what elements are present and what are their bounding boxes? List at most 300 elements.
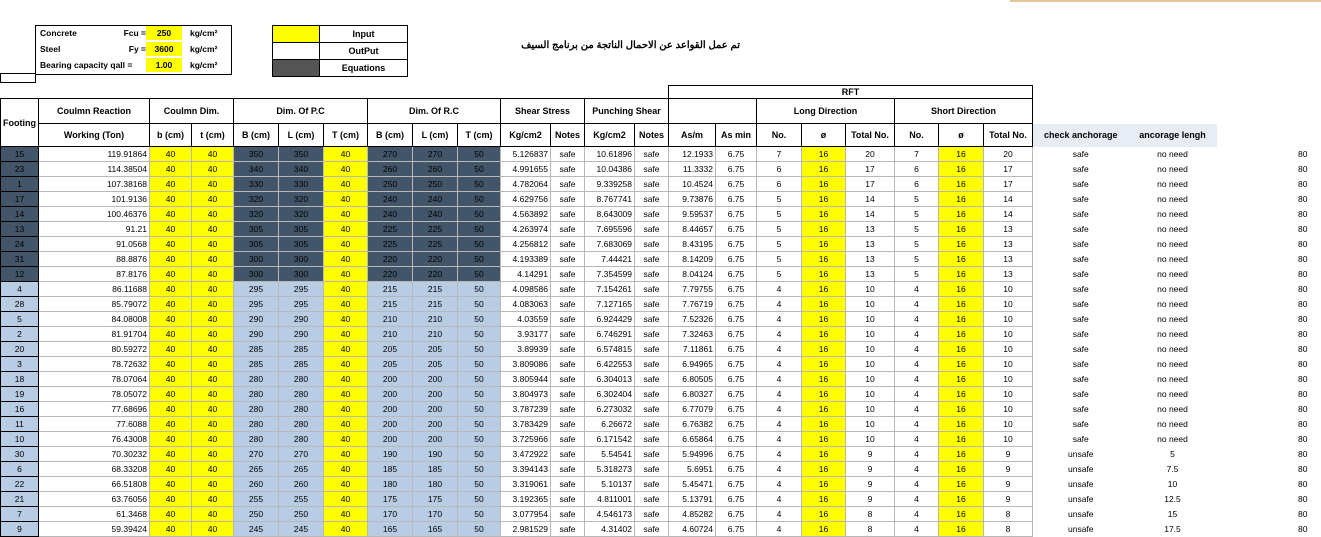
short-total-cell[interactable]: 9: [984, 447, 1033, 462]
rc-l-cell[interactable]: 215: [413, 297, 458, 312]
as-min-cell[interactable]: 6.75: [716, 312, 757, 327]
shear-stress-cell[interactable]: 4.083063: [501, 297, 551, 312]
shear-stress-cell[interactable]: 3.472922: [501, 447, 551, 462]
short-no-cell[interactable]: 4: [895, 507, 939, 522]
as-m-cell[interactable]: 7.76719: [669, 297, 716, 312]
pc-b-cell[interactable]: 300: [234, 267, 279, 282]
rc-l-cell[interactable]: 170: [413, 507, 458, 522]
short-total-cell[interactable]: 10: [984, 402, 1033, 417]
col-b-cell[interactable]: 40: [150, 417, 192, 432]
rc-b-cell[interactable]: 225: [368, 222, 413, 237]
check-anchorage-cell[interactable]: safe: [1072, 344, 1089, 354]
as-m-cell[interactable]: 8.04124: [669, 267, 716, 282]
long-phi-cell[interactable]: 16: [802, 357, 846, 372]
short-total-cell[interactable]: 14: [984, 192, 1033, 207]
working-load-cell[interactable]: 76.43008: [39, 432, 150, 447]
check-anchorage-cell[interactable]: safe: [1072, 299, 1089, 309]
anchorage-length-cell[interactable]: no need: [1157, 284, 1188, 294]
col-t-cell[interactable]: 40: [192, 402, 234, 417]
rc-l-cell[interactable]: 200: [413, 387, 458, 402]
rc-b-cell[interactable]: 175: [368, 492, 413, 507]
pc-l-cell[interactable]: 265: [279, 462, 324, 477]
short-phi-cell[interactable]: 16: [939, 297, 984, 312]
punching-notes-cell[interactable]: safe: [635, 297, 669, 312]
shear-stress-cell[interactable]: 4.563892: [501, 207, 551, 222]
short-phi-cell[interactable]: 16: [939, 447, 984, 462]
extra-value-cell[interactable]: 80: [1298, 434, 1308, 444]
shear-stress-cell[interactable]: 3.192365: [501, 492, 551, 507]
rc-b-cell[interactable]: 260: [368, 162, 413, 177]
footing-id-cell[interactable]: 22: [1, 477, 39, 492]
punching-notes-cell[interactable]: safe: [635, 522, 669, 537]
punching-stress-cell[interactable]: 6.574815: [585, 342, 635, 357]
as-m-cell[interactable]: 7.79755: [669, 282, 716, 297]
col-b-cell[interactable]: 40: [150, 432, 192, 447]
pc-t-cell[interactable]: 40: [324, 327, 368, 342]
long-total-cell[interactable]: 10: [846, 387, 895, 402]
pc-t-cell[interactable]: 40: [324, 252, 368, 267]
shear-notes-cell[interactable]: safe: [551, 492, 585, 507]
extra-value-cell[interactable]: 80: [1298, 149, 1308, 159]
rc-l-cell[interactable]: 205: [413, 357, 458, 372]
punching-stress-cell[interactable]: 4.546173: [585, 507, 635, 522]
punching-stress-cell[interactable]: 9.339258: [585, 177, 635, 192]
short-total-cell[interactable]: 10: [984, 327, 1033, 342]
footing-id-cell[interactable]: 5: [1, 312, 39, 327]
rc-b-cell[interactable]: 210: [368, 327, 413, 342]
long-no-cell[interactable]: 5: [757, 252, 802, 267]
check-anchorage-cell[interactable]: safe: [1072, 329, 1089, 339]
short-no-cell[interactable]: 4: [895, 357, 939, 372]
col-b-cell[interactable]: 40: [150, 147, 192, 162]
rc-l-cell[interactable]: 180: [413, 477, 458, 492]
anchorage-length-cell[interactable]: no need: [1157, 314, 1188, 324]
short-no-cell[interactable]: 6: [895, 162, 939, 177]
long-no-cell[interactable]: 7: [757, 147, 802, 162]
col-b-cell[interactable]: 40: [150, 387, 192, 402]
check-anchorage-cell[interactable]: safe: [1072, 164, 1089, 174]
punching-stress-cell[interactable]: 8.643009: [585, 207, 635, 222]
col-b-cell[interactable]: 40: [150, 402, 192, 417]
long-phi-cell[interactable]: 16: [802, 432, 846, 447]
pc-t-cell[interactable]: 40: [324, 417, 368, 432]
short-no-cell[interactable]: 4: [895, 462, 939, 477]
pc-t-cell[interactable]: 40: [324, 432, 368, 447]
shear-stress-cell[interactable]: 3.787239: [501, 402, 551, 417]
as-m-cell[interactable]: 6.80327: [669, 387, 716, 402]
footing-id-cell[interactable]: 20: [1, 342, 39, 357]
pc-b-cell[interactable]: 280: [234, 402, 279, 417]
short-phi-cell[interactable]: 16: [939, 207, 984, 222]
long-phi-cell[interactable]: 16: [802, 342, 846, 357]
long-total-cell[interactable]: 20: [846, 147, 895, 162]
anchorage-length-cell[interactable]: no need: [1157, 149, 1188, 159]
short-phi-cell[interactable]: 16: [939, 432, 984, 447]
col-b-cell[interactable]: 40: [150, 447, 192, 462]
rc-b-cell[interactable]: 200: [368, 402, 413, 417]
long-phi-cell[interactable]: 16: [802, 237, 846, 252]
check-anchorage-cell[interactable]: safe: [1072, 239, 1089, 249]
shear-notes-cell[interactable]: safe: [551, 357, 585, 372]
extra-value-cell[interactable]: 80: [1298, 404, 1308, 414]
as-m-cell[interactable]: 5.13791: [669, 492, 716, 507]
punching-notes-cell[interactable]: safe: [635, 327, 669, 342]
long-total-cell[interactable]: 9: [846, 477, 895, 492]
shear-notes-cell[interactable]: safe: [551, 222, 585, 237]
extra-value-cell[interactable]: 80: [1298, 269, 1308, 279]
rc-b-cell[interactable]: 220: [368, 252, 413, 267]
pc-t-cell[interactable]: 40: [324, 447, 368, 462]
long-total-cell[interactable]: 13: [846, 252, 895, 267]
col-t-cell[interactable]: 40: [192, 267, 234, 282]
check-anchorage-cell[interactable]: safe: [1072, 194, 1089, 204]
pc-b-cell[interactable]: 265: [234, 462, 279, 477]
col-t-cell[interactable]: 40: [192, 342, 234, 357]
as-min-cell[interactable]: 6.75: [716, 402, 757, 417]
long-no-cell[interactable]: 5: [757, 192, 802, 207]
working-load-cell[interactable]: 80.59272: [39, 342, 150, 357]
rc-l-cell[interactable]: 260: [413, 162, 458, 177]
col-t-cell[interactable]: 40: [192, 327, 234, 342]
col-t-cell[interactable]: 40: [192, 297, 234, 312]
shear-stress-cell[interactable]: 3.89939: [501, 342, 551, 357]
extra-value-cell[interactable]: 80: [1298, 164, 1308, 174]
punching-stress-cell[interactable]: 7.354599: [585, 267, 635, 282]
extra-value-cell[interactable]: 80: [1298, 209, 1308, 219]
pc-l-cell[interactable]: 305: [279, 237, 324, 252]
punching-stress-cell[interactable]: 6.304013: [585, 372, 635, 387]
short-total-cell[interactable]: 13: [984, 237, 1033, 252]
extra-value-cell[interactable]: 80: [1298, 389, 1308, 399]
extra-value-cell[interactable]: 80: [1298, 419, 1308, 429]
shear-stress-cell[interactable]: 2.981529: [501, 522, 551, 537]
long-no-cell[interactable]: 4: [757, 447, 802, 462]
rc-b-cell[interactable]: 200: [368, 432, 413, 447]
long-total-cell[interactable]: 10: [846, 402, 895, 417]
working-load-cell[interactable]: 61.3468: [39, 507, 150, 522]
long-no-cell[interactable]: 4: [757, 417, 802, 432]
pc-b-cell[interactable]: 285: [234, 342, 279, 357]
rc-b-cell[interactable]: 200: [368, 417, 413, 432]
shear-stress-cell[interactable]: 4.14291: [501, 267, 551, 282]
extra-value-cell[interactable]: 80: [1298, 464, 1308, 474]
anchorage-length-cell[interactable]: 7.5: [1166, 464, 1179, 474]
rc-t-cell[interactable]: 50: [458, 462, 501, 477]
check-anchorage-cell[interactable]: unsafe: [1067, 479, 1094, 489]
pc-t-cell[interactable]: 40: [324, 207, 368, 222]
working-load-cell[interactable]: 107.38168: [39, 177, 150, 192]
long-phi-cell[interactable]: 16: [802, 252, 846, 267]
anchorage-length-cell[interactable]: 15: [1167, 509, 1178, 519]
check-anchorage-cell[interactable]: safe: [1072, 209, 1089, 219]
rc-t-cell[interactable]: 50: [458, 237, 501, 252]
as-m-cell[interactable]: 7.11861: [669, 342, 716, 357]
pc-t-cell[interactable]: 40: [324, 282, 368, 297]
punching-notes-cell[interactable]: safe: [635, 462, 669, 477]
rc-t-cell[interactable]: 50: [458, 147, 501, 162]
as-m-cell[interactable]: 4.60724: [669, 522, 716, 537]
short-total-cell[interactable]: 9: [984, 462, 1033, 477]
long-phi-cell[interactable]: 16: [802, 492, 846, 507]
col-t-cell[interactable]: 40: [192, 282, 234, 297]
shear-notes-cell[interactable]: safe: [551, 192, 585, 207]
as-min-cell[interactable]: 6.75: [716, 207, 757, 222]
col-b-cell[interactable]: 40: [150, 372, 192, 387]
short-phi-cell[interactable]: 16: [939, 417, 984, 432]
short-no-cell[interactable]: 4: [895, 342, 939, 357]
long-no-cell[interactable]: 4: [757, 402, 802, 417]
rc-t-cell[interactable]: 50: [458, 327, 501, 342]
as-m-cell[interactable]: 9.73876: [669, 192, 716, 207]
rc-l-cell[interactable]: 175: [413, 492, 458, 507]
rc-l-cell[interactable]: 250: [413, 177, 458, 192]
col-t-cell[interactable]: 40: [192, 237, 234, 252]
working-load-cell[interactable]: 86.11688: [39, 282, 150, 297]
long-no-cell[interactable]: 4: [757, 477, 802, 492]
col-t-cell[interactable]: 40: [192, 147, 234, 162]
punching-stress-cell[interactable]: 6.302404: [585, 387, 635, 402]
as-min-cell[interactable]: 6.75: [716, 177, 757, 192]
rc-b-cell[interactable]: 180: [368, 477, 413, 492]
as-m-cell[interactable]: 6.94965: [669, 357, 716, 372]
check-anchorage-cell[interactable]: safe: [1072, 374, 1089, 384]
rc-b-cell[interactable]: 215: [368, 297, 413, 312]
punching-notes-cell[interactable]: safe: [635, 372, 669, 387]
col-b-cell[interactable]: 40: [150, 507, 192, 522]
pc-b-cell[interactable]: 320: [234, 207, 279, 222]
punching-notes-cell[interactable]: safe: [635, 492, 669, 507]
long-total-cell[interactable]: 14: [846, 207, 895, 222]
as-m-cell[interactable]: 8.14209: [669, 252, 716, 267]
anchorage-length-cell[interactable]: 5: [1170, 449, 1175, 459]
anchorage-length-cell[interactable]: no need: [1157, 359, 1188, 369]
long-phi-cell[interactable]: 16: [802, 297, 846, 312]
pc-t-cell[interactable]: 40: [324, 402, 368, 417]
anchorage-length-cell[interactable]: no need: [1157, 179, 1188, 189]
pc-l-cell[interactable]: 245: [279, 522, 324, 537]
footing-id-cell[interactable]: 7: [1, 507, 39, 522]
extra-value-cell[interactable]: 80: [1298, 524, 1308, 534]
long-total-cell[interactable]: 10: [846, 282, 895, 297]
extra-value-cell[interactable]: 80: [1298, 224, 1308, 234]
anchorage-length-cell[interactable]: no need: [1157, 164, 1188, 174]
extra-value-cell[interactable]: 80: [1298, 344, 1308, 354]
short-phi-cell[interactable]: 16: [939, 492, 984, 507]
long-total-cell[interactable]: 14: [846, 192, 895, 207]
shear-stress-cell[interactable]: 3.805944: [501, 372, 551, 387]
pc-t-cell[interactable]: 40: [324, 312, 368, 327]
as-m-cell[interactable]: 8.44657: [669, 222, 716, 237]
pc-l-cell[interactable]: 270: [279, 447, 324, 462]
rc-t-cell[interactable]: 50: [458, 447, 501, 462]
anchorage-length-cell[interactable]: no need: [1157, 194, 1188, 204]
shear-notes-cell[interactable]: safe: [551, 312, 585, 327]
pc-t-cell[interactable]: 40: [324, 507, 368, 522]
short-total-cell[interactable]: 10: [984, 357, 1033, 372]
working-load-cell[interactable]: 101.9136: [39, 192, 150, 207]
as-min-cell[interactable]: 6.75: [716, 372, 757, 387]
pc-l-cell[interactable]: 290: [279, 327, 324, 342]
shear-notes-cell[interactable]: safe: [551, 417, 585, 432]
working-load-cell[interactable]: 87.8176: [39, 267, 150, 282]
long-total-cell[interactable]: 10: [846, 357, 895, 372]
as-m-cell[interactable]: 7.32463: [669, 327, 716, 342]
col-t-cell[interactable]: 40: [192, 372, 234, 387]
pc-t-cell[interactable]: 40: [324, 372, 368, 387]
pc-t-cell[interactable]: 40: [324, 177, 368, 192]
rc-t-cell[interactable]: 50: [458, 282, 501, 297]
anchorage-length-cell[interactable]: no need: [1157, 254, 1188, 264]
shear-stress-cell[interactable]: 3.809086: [501, 357, 551, 372]
shear-notes-cell[interactable]: safe: [551, 237, 585, 252]
short-total-cell[interactable]: 10: [984, 342, 1033, 357]
working-load-cell[interactable]: 70.30232: [39, 447, 150, 462]
short-total-cell[interactable]: 10: [984, 297, 1033, 312]
shear-stress-cell[interactable]: 4.256812: [501, 237, 551, 252]
punching-stress-cell[interactable]: 7.695596: [585, 222, 635, 237]
check-anchorage-cell[interactable]: unsafe: [1067, 494, 1094, 504]
check-anchorage-cell[interactable]: safe: [1072, 389, 1089, 399]
short-total-cell[interactable]: 10: [984, 372, 1033, 387]
shear-stress-cell[interactable]: 4.782064: [501, 177, 551, 192]
rc-l-cell[interactable]: 200: [413, 432, 458, 447]
extra-value-cell[interactable]: 80: [1298, 449, 1308, 459]
short-total-cell[interactable]: 13: [984, 267, 1033, 282]
footing-id-cell[interactable]: 30: [1, 447, 39, 462]
extra-value-cell[interactable]: 80: [1298, 494, 1308, 504]
pc-l-cell[interactable]: 250: [279, 507, 324, 522]
short-total-cell[interactable]: 10: [984, 387, 1033, 402]
rc-b-cell[interactable]: 270: [368, 147, 413, 162]
extra-value-cell[interactable]: 80: [1298, 374, 1308, 384]
selected-cell[interactable]: [0, 73, 36, 83]
long-phi-cell[interactable]: 16: [802, 447, 846, 462]
rc-b-cell[interactable]: 240: [368, 192, 413, 207]
pc-t-cell[interactable]: 40: [324, 462, 368, 477]
pc-b-cell[interactable]: 305: [234, 222, 279, 237]
pc-b-cell[interactable]: 300: [234, 252, 279, 267]
rc-t-cell[interactable]: 50: [458, 252, 501, 267]
short-no-cell[interactable]: 4: [895, 432, 939, 447]
footing-id-cell[interactable]: 21: [1, 492, 39, 507]
shear-notes-cell[interactable]: safe: [551, 327, 585, 342]
shear-stress-cell[interactable]: 5.126837: [501, 147, 551, 162]
long-total-cell[interactable]: 10: [846, 432, 895, 447]
short-total-cell[interactable]: 8: [984, 507, 1033, 522]
pc-b-cell[interactable]: 280: [234, 387, 279, 402]
anchorage-length-cell[interactable]: no need: [1157, 389, 1188, 399]
short-phi-cell[interactable]: 16: [939, 477, 984, 492]
long-phi-cell[interactable]: 16: [802, 462, 846, 477]
punching-stress-cell[interactable]: 7.154261: [585, 282, 635, 297]
short-phi-cell[interactable]: 16: [939, 282, 984, 297]
pc-l-cell[interactable]: 305: [279, 222, 324, 237]
punching-stress-cell[interactable]: 5.318273: [585, 462, 635, 477]
as-min-cell[interactable]: 6.75: [716, 237, 757, 252]
as-min-cell[interactable]: 6.75: [716, 357, 757, 372]
short-total-cell[interactable]: 17: [984, 162, 1033, 177]
shear-notes-cell[interactable]: safe: [551, 402, 585, 417]
col-t-cell[interactable]: 40: [192, 207, 234, 222]
rc-l-cell[interactable]: 240: [413, 192, 458, 207]
rc-b-cell[interactable]: 220: [368, 267, 413, 282]
long-total-cell[interactable]: 10: [846, 297, 895, 312]
short-no-cell[interactable]: 4: [895, 372, 939, 387]
short-total-cell[interactable]: 10: [984, 432, 1033, 447]
pc-l-cell[interactable]: 280: [279, 432, 324, 447]
long-phi-cell[interactable]: 16: [802, 417, 846, 432]
check-anchorage-cell[interactable]: safe: [1072, 284, 1089, 294]
punching-stress-cell[interactable]: 10.61896: [585, 147, 635, 162]
col-t-cell[interactable]: 40: [192, 222, 234, 237]
working-load-cell[interactable]: 77.6088: [39, 417, 150, 432]
footing-id-cell[interactable]: 14: [1, 207, 39, 222]
shear-stress-cell[interactable]: 4.991655: [501, 162, 551, 177]
col-t-cell[interactable]: 40: [192, 477, 234, 492]
punching-notes-cell[interactable]: safe: [635, 162, 669, 177]
as-min-cell[interactable]: 6.75: [716, 252, 757, 267]
pc-l-cell[interactable]: 340: [279, 162, 324, 177]
col-b-cell[interactable]: 40: [150, 162, 192, 177]
shear-notes-cell[interactable]: safe: [551, 162, 585, 177]
short-phi-cell[interactable]: 16: [939, 177, 984, 192]
short-no-cell[interactable]: 4: [895, 282, 939, 297]
anchorage-length-cell[interactable]: no need: [1157, 344, 1188, 354]
pc-t-cell[interactable]: 40: [324, 147, 368, 162]
shear-notes-cell[interactable]: safe: [551, 297, 585, 312]
anchorage-length-cell[interactable]: no need: [1157, 224, 1188, 234]
as-m-cell[interactable]: 7.52326: [669, 312, 716, 327]
as-min-cell[interactable]: 6.75: [716, 462, 757, 477]
anchorage-length-cell[interactable]: no need: [1157, 269, 1188, 279]
pc-t-cell[interactable]: 40: [324, 387, 368, 402]
footing-id-cell[interactable]: 18: [1, 372, 39, 387]
shear-notes-cell[interactable]: safe: [551, 267, 585, 282]
short-phi-cell[interactable]: 16: [939, 327, 984, 342]
working-load-cell[interactable]: 88.8876: [39, 252, 150, 267]
shear-stress-cell[interactable]: 4.629756: [501, 192, 551, 207]
as-m-cell[interactable]: 5.94996: [669, 447, 716, 462]
pc-b-cell[interactable]: 245: [234, 522, 279, 537]
short-total-cell[interactable]: 13: [984, 252, 1033, 267]
as-m-cell[interactable]: 11.3332: [669, 162, 716, 177]
rc-b-cell[interactable]: 210: [368, 312, 413, 327]
col-b-cell[interactable]: 40: [150, 177, 192, 192]
shear-notes-cell[interactable]: safe: [551, 342, 585, 357]
as-min-cell[interactable]: 6.75: [716, 297, 757, 312]
pc-t-cell[interactable]: 40: [324, 477, 368, 492]
pc-t-cell[interactable]: 40: [324, 492, 368, 507]
short-total-cell[interactable]: 9: [984, 492, 1033, 507]
anchorage-length-cell[interactable]: no need: [1157, 419, 1188, 429]
short-phi-cell[interactable]: 16: [939, 357, 984, 372]
anchorage-length-cell[interactable]: no need: [1157, 434, 1188, 444]
pc-t-cell[interactable]: 40: [324, 342, 368, 357]
col-b-cell[interactable]: 40: [150, 207, 192, 222]
short-total-cell[interactable]: 8: [984, 522, 1033, 537]
punching-notes-cell[interactable]: safe: [635, 417, 669, 432]
short-phi-cell[interactable]: 16: [939, 222, 984, 237]
footing-id-cell[interactable]: 3: [1, 357, 39, 372]
rc-l-cell[interactable]: 220: [413, 252, 458, 267]
short-no-cell[interactable]: 4: [895, 492, 939, 507]
as-min-cell[interactable]: 6.75: [716, 477, 757, 492]
footing-id-cell[interactable]: 16: [1, 402, 39, 417]
shear-notes-cell[interactable]: safe: [551, 372, 585, 387]
working-load-cell[interactable]: 91.21: [39, 222, 150, 237]
short-total-cell[interactable]: 10: [984, 312, 1033, 327]
working-load-cell[interactable]: 91.0568: [39, 237, 150, 252]
